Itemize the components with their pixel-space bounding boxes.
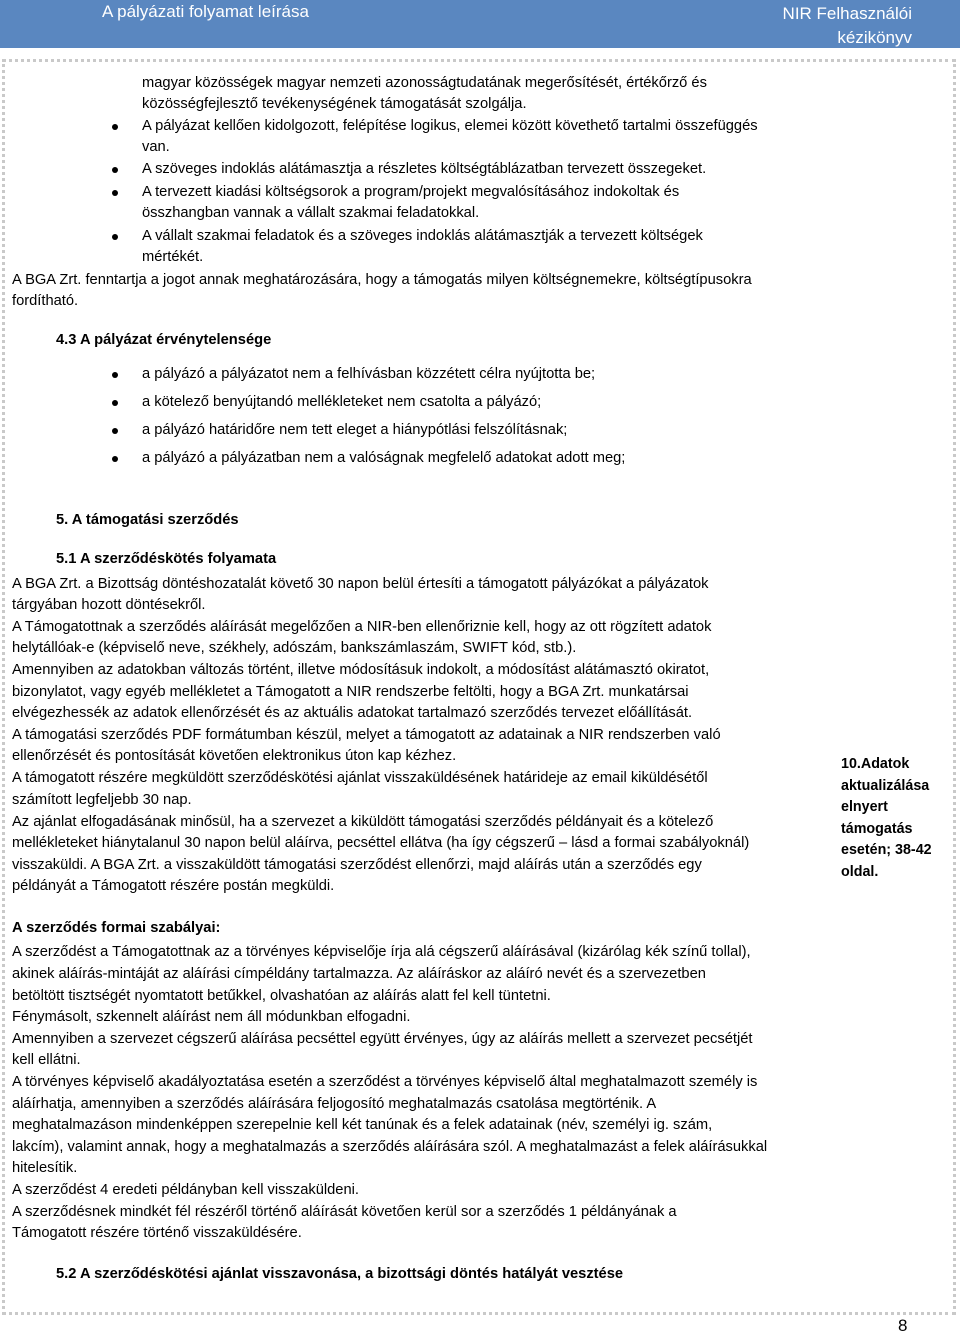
criteria-item-1-line2: van. bbox=[142, 139, 170, 155]
criteria-item-3-line1: A tervezett kiadási költségsorok a program/projekt megvalósításához indokoltak és bbox=[142, 184, 680, 200]
page-number: 8 bbox=[898, 1316, 908, 1335]
contract-line-4: helytállóak-e (képviselő neve, székhely, adószám, bankszámlaszám, SWIFT kód, stb.). bbox=[12, 640, 577, 656]
bga-note-line1: A BGA Zrt. fenntartja a jogot annak meghatározására, hogy a támogatás milyen költségnemekre, költségtípusokra bbox=[12, 272, 752, 288]
bullet-dot bbox=[112, 428, 118, 434]
bullet-dot bbox=[112, 124, 118, 130]
formal-line-1: A szerződést a Támogatottnak az a törvényes képviselője írja alá cégszerű aláírásával (kizárólag kék színű tollal), bbox=[12, 944, 751, 960]
criteria-item-4-line2: mértékét. bbox=[142, 249, 204, 265]
heading-5-1: 5.1 A szerződéskötés folyamata bbox=[56, 551, 277, 567]
bullet-dot bbox=[112, 234, 118, 240]
contract-line-12: Az ajánlat elfogadásának minősül, ha a szervezet a kiküldött támogatási szerződés példányait és a kötelező bbox=[12, 814, 714, 830]
margin-note-line: támogatás bbox=[841, 820, 913, 837]
contract-line-13: mellékleteket hiánytalanul 30 napon belül aláírva, pecséttel ellátva (ha így cégszerű – lásd a formai szabályoknál) bbox=[12, 835, 750, 851]
formal-line-14: Támogatott részére történő visszaküldésére. bbox=[12, 1225, 302, 1241]
formal-line-4: Fénymásolt, szkennelt aláírást nem áll módunkban elfogadni. bbox=[12, 1009, 411, 1025]
heading-5-2: 5.2 A szerződéskötési ajánlat visszavonása, a bizottsági döntés hatályát vesztése bbox=[56, 1266, 624, 1282]
criteria-item-2: A szöveges indoklás alátámasztja a részletes költségtáblázatban tervezett összegeket. bbox=[142, 161, 707, 177]
formal-line-8: aláírhatja, amennyiben a szerződés aláírására feljogosító meghatalmazás csatolása megtörténik. A bbox=[12, 1096, 657, 1112]
contract-line-2: tárgyában hozott döntésekről. bbox=[12, 597, 206, 613]
bullet-dot bbox=[112, 400, 118, 406]
heading-4-3: 4.3 A pályázat érvénytelensége bbox=[56, 332, 272, 348]
contract-line-11: számított legfeljebb 30 nap. bbox=[12, 792, 192, 808]
heading-formal-rules: A szerződés formai szabályai: bbox=[12, 920, 221, 936]
paragraph-top-line1: magyar közösségek magyar nemzeti azonosságtudatának megerősítését, értékőrző és bbox=[142, 75, 707, 91]
formal-line-9: meghatalmazáson mindenképpen szerepelnie kell két tanúnak és a felek adatainak (név, személyi ig. szám, bbox=[12, 1117, 713, 1133]
header-doc-name bbox=[783, 2, 912, 50]
formal-line-11: hitelesítik. bbox=[12, 1160, 78, 1176]
formal-line-12: A szerződést 4 eredeti példányban kell visszaküldeni. bbox=[12, 1182, 359, 1198]
contract-line-15: példányát a Támogatott részére postán megküldi. bbox=[12, 878, 335, 894]
formal-line-10: lakcím), valamint annak, hogy a meghatalmazás a szerződés aláírására szól. A meghatalmazást a felek aláírásukkal bbox=[12, 1139, 768, 1155]
formal-line-7: A törvényes képviselő akadályoztatása esetén a szerződést a törvényes képviselő által meghatalmazott személy is bbox=[12, 1074, 758, 1090]
formal-line-6: kell ellátni. bbox=[12, 1052, 81, 1068]
contract-line-14: visszaküldi. A BGA Zrt. a visszaküldött támogatási szerződést ellenőrzi, majd aláírás után a szerződés egy bbox=[12, 857, 702, 873]
invalid-item-3: a pályázó határidőre nem tett eleget a hiánypótlási felszólításnak; bbox=[142, 422, 568, 438]
invalid-item-1: a pályázó a pályázatot nem a felhívásban közzétett célra nyújtotta be; bbox=[142, 366, 596, 382]
criteria-item-4-line1: A vállalt szakmai feladatok és a szöveges indoklás alátámasztják a tervezett költségek bbox=[142, 228, 703, 244]
criteria-item-3-line2: összhangban vannak a vállalt szakmai feladatokkal. bbox=[142, 205, 480, 221]
bullet-dot bbox=[112, 372, 118, 378]
contract-line-5: Amennyiben az adatokban változás történt, illetve módosításuk indokolt, a módosítást alátámasztó okiratot, bbox=[12, 662, 710, 678]
margin-note-line: elnyert bbox=[841, 799, 888, 815]
formal-line-5: Amennyiben a szervezet cégszerű aláírása pecséttel együtt érvényes, úgy az aláírás mellett a szervezet pecsétjét bbox=[12, 1031, 753, 1047]
heading-5: 5. A támogatási szerződés bbox=[56, 512, 239, 528]
invalid-item-4: a pályázó a pályázatban nem a valóságnak megfelelő adatokat adott meg; bbox=[142, 450, 626, 466]
contract-line-8: A támogatási szerződés PDF formátumban készül, melyet a támogatott az adatainak a NIR rendszerben való bbox=[12, 727, 721, 743]
margin-note bbox=[841, 754, 951, 883]
invalid-item-2: a kötelező benyújtandó mellékleteket nem csatolta a pályázó; bbox=[142, 394, 542, 410]
bullet-dot bbox=[112, 456, 118, 462]
margin-note-line: 10.Adatok bbox=[841, 756, 910, 772]
contract-line-3: A Támogatottnak a szerződés aláírását megelőzően a NIR-ben ellenőriznie kell, hogy az ott rögzített adatok bbox=[12, 619, 712, 635]
bullet-dot bbox=[112, 167, 118, 173]
paragraph-top-line2: közösségfejlesztő tevékenységének támogatását szolgálja. bbox=[142, 96, 527, 112]
bullet-dot bbox=[112, 190, 118, 196]
margin-note-line: aktualizálása bbox=[841, 777, 930, 794]
header-doc-name-line2: kézikönyv bbox=[837, 28, 912, 47]
formal-line-3: betöltött tisztségét nyomtatott betűkkel, olvashatóan az aláírás alatt fel kell tüntetni. bbox=[12, 988, 551, 1004]
margin-note-line: oldal. bbox=[841, 863, 879, 880]
formal-line-13: A szerződésnek mindkét fél részéről történő aláírását követően kerül sor a szerződés 1 példányának a bbox=[12, 1204, 677, 1220]
contract-line-7: elvégezhessék az adatok ellenőrzését és az aktuális adatokat tartalmazó szerződés tervezet előállítását. bbox=[12, 705, 693, 721]
contract-line-10: A támogatott részére megküldött szerződéskötési ajánlat visszaküldésének határideje az email kiküldésétől bbox=[12, 770, 708, 786]
contract-line-6: bizonylatot, vagy egyéb mellékletet a Támogatott a NIR rendszerbe feltölti, hogy a BGA Zrt. munkatársai bbox=[12, 684, 689, 700]
contract-line-9: ellenőrzését és pontosítását követően elektronikus úton kap kézhez. bbox=[12, 748, 457, 764]
criteria-item-1-line1: A pályázat kellően kidolgozott, felépítése logikus, elemei között követhető tartalmi összefüggés bbox=[142, 118, 758, 134]
contract-line-1: A BGA Zrt. a Bizottság döntéshozatalát követő 30 napon belül értesíti a támogatott pályázókat a pályázatok bbox=[12, 576, 709, 592]
header-title: A pályázati folyamat leírása bbox=[102, 2, 309, 21]
formal-line-2: akinek aláírás-mintáját az aláírási címpéldány tartalmazza. Az aláíráskor az aláíró nevét és a szervezetben bbox=[12, 966, 706, 982]
margin-note-line: esetén; 38-42 bbox=[841, 842, 932, 858]
page-header bbox=[0, 0, 960, 48]
bga-note-line2: fordítható. bbox=[12, 293, 79, 309]
header-doc-name-line1: NIR Felhasználói bbox=[782, 4, 912, 23]
